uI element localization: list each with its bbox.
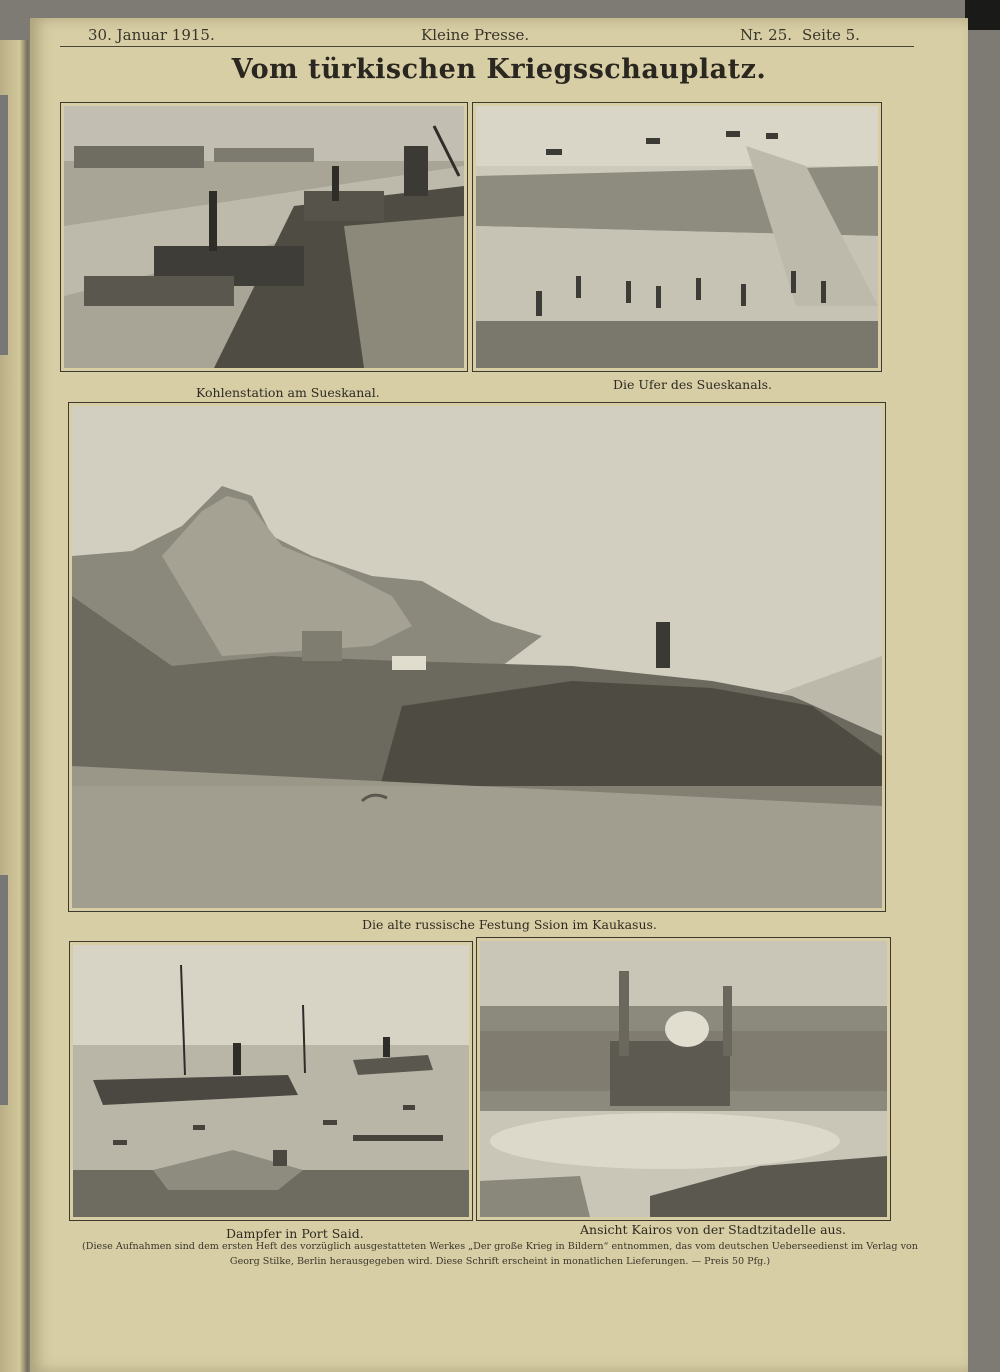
canal-banks-image <box>476 106 878 368</box>
coal-station-image <box>64 106 464 368</box>
photo-port-said <box>69 941 473 1221</box>
fortress-image <box>72 406 882 908</box>
port-said-image <box>73 945 469 1217</box>
caption-canal-banks: Die Ufer des Sueskanals. <box>613 377 773 392</box>
caption-fortress: Die alte russische Festung Ssion im Kaukasus. <box>362 917 657 932</box>
caption-port-said: Dampfer in Port Said. <box>226 1226 364 1241</box>
footnote-line-1: (Diese Aufnahmen sind dem ersten Heft des vorzüglich ausgestatteten Werkes „Der große Krieg in Bildern“ entnommen, das vom deutschen Ueberseedienst im Verlag von <box>82 1241 918 1252</box>
caption-coal-station: Kohlenstation am Sueskanal. <box>196 385 380 400</box>
header-rule <box>60 46 914 47</box>
page-title: Vom türkischen Kriegsschauplatz. <box>231 54 767 85</box>
photo-canal-banks <box>472 102 882 372</box>
footnote-line-2: Georg Stilke, Berlin herausgegeben wird. Diese Schrift erscheint in monatlichen Lieferungen. — Preis 50 Pfg.) <box>229 1256 771 1267</box>
scanner-edge <box>965 0 1000 30</box>
newspaper-page <box>30 18 968 1372</box>
header-paper-name: Kleine Presse. <box>421 26 530 44</box>
facing-page-edge <box>0 40 28 1372</box>
header-issue-number: Nr. 25. <box>740 26 793 44</box>
header-page-number: Seite 5. <box>802 26 860 44</box>
cairo-image <box>480 941 887 1217</box>
photo-coal-station <box>60 102 468 372</box>
header-date: 30. Januar 1915. <box>88 26 215 44</box>
caption-cairo: Ansicht Kairos von der Stadtzitadelle aus. <box>580 1222 846 1237</box>
photo-fortress <box>68 402 886 912</box>
photo-cairo <box>476 937 891 1221</box>
